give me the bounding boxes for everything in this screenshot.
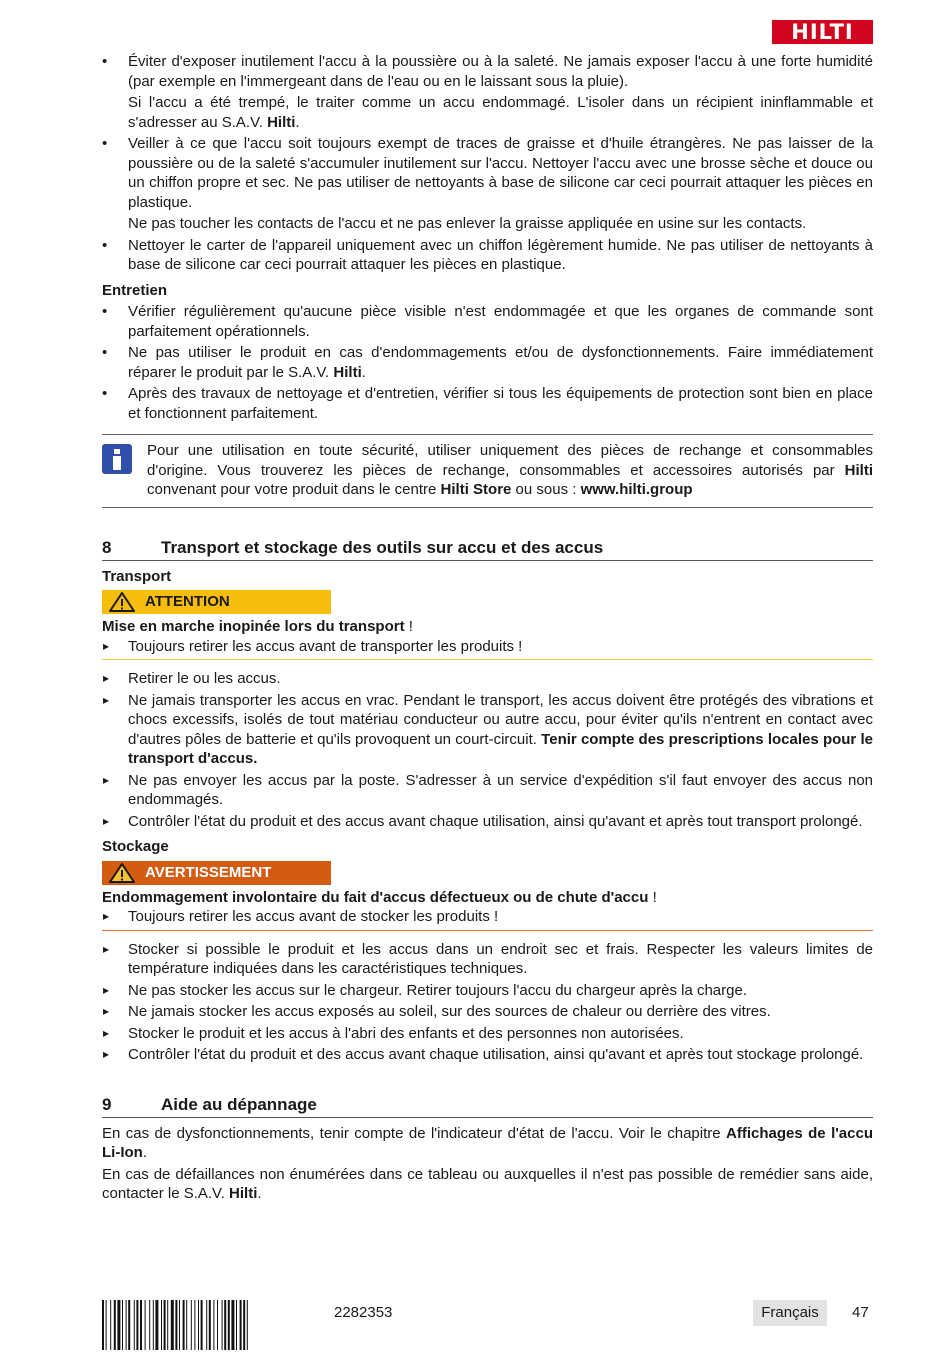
section-title: Transport et stockage des outils sur accu et des accus — [161, 537, 604, 557]
section-heading-9 — [102, 1094, 873, 1118]
list-item: ▸ Ne jamais stocker les accus exposés au soleil, sur des sources de chaleur ou derrière des vitres. — [102, 1002, 873, 1022]
subheading-transport: Transport — [102, 567, 172, 585]
list-item: ▸ Ne pas stocker les accus sur le chargeur. Retirer toujours l'accu du chargeur après la charge. — [102, 981, 873, 1001]
attention-label — [102, 590, 331, 614]
attention-label-text: ATTENTION — [145, 593, 230, 611]
warning-measure: ▸ Toujours retirer les accus avant de stocker les produits ! — [102, 907, 873, 931]
section-number: 8 — [102, 537, 112, 557]
list-item: ▸ Stocker si possible le produit et les accus dans un endroit sec et frais. Respecter les valeurs limites de température indiquées dans les caractéristiques techniques. — [102, 940, 873, 979]
paragraph: En cas de dysfonctionnements, tenir compte de l'indicateur d'état de l'accu. Voir le chapitre Affichages de l'accu Li-Ion. — [102, 1124, 873, 1161]
info-note — [102, 434, 873, 508]
list-item: ▸ Ne jamais transporter les accus en vrac. Pendant le transport, les accus doivent être protégés des vibrations et chocs excessifs, isolés de tout matériau conducteur ou autre accu, pour éviter qu'ils n'entrent en contact avec d'autres pôles de batterie et qu'ils provoquent un court-circuit. Tenir compte des prescriptions locales pour le transport d'accus. — [102, 691, 873, 769]
bullet-continuation: Si l'accu a été trempé, le traiter comme un accu endommagé. L'isoler dans un récipient ininflammable et s'adresser au S.A.V. Hilti. — [128, 94, 873, 131]
page-number: 47 — [852, 1304, 869, 1321]
bullet-item: • Veiller à ce que l'accu soit toujours exempt de traces de graisse et d'huile étrangères. Ne pas laisser de la poussière ou de la saleté s'accumuler inutilement sur l'accu. Nettoyer l'accu avec une brosse sèche et douce ou un chiffon propre et sec. Ne pas utiliser de nettoyants à base de silicone car ceci pourrait attaquer les pièces en plastique. — [102, 134, 873, 212]
list-item: ▸ Ne pas envoyer les accus par la poste. S'adresser à un service d'expédition s'il faut envoyer des accus non endommagés. — [102, 771, 873, 810]
page-footer — [102, 1300, 873, 1350]
bullet-item: • Ne pas utiliser le produit en cas d'endommagements et/ou de dysfonctionnements. Faire immédiatement réparer le produit par le S.A.V. Hilti. — [102, 343, 873, 382]
bullet-continuation: Ne pas toucher les contacts de l'accu et ne pas enlever la graisse appliquée en usine sur les contacts. — [128, 215, 807, 232]
list-item: ▸ Stocker le produit et les accus à l'abri des enfants et des personnes non autorisées. — [102, 1024, 873, 1044]
warning-triangle-icon — [107, 861, 137, 885]
bullet-item: • Vérifier régulièrement qu'aucune pièce visible n'est endommagée et que les organes de commande sont parfaitement opérationnels. — [102, 302, 873, 341]
bullet-item: • Éviter d'exposer inutilement l'accu à la poussière ou à la saleté. Ne jamais exposer l'accu à une forte humidité (par exemple en l'immergeant dans de l'eau ou en le laissant sous la pluie). — [102, 52, 873, 91]
barcode-icon — [102, 1300, 312, 1350]
warning-title: Endommagement involontaire du fait d'accus défectueux ou de chute d'accu ! — [102, 888, 657, 906]
warning-title: Mise en marche inopinée lors du transport ! — [102, 618, 413, 635]
section-number: 9 — [102, 1094, 112, 1114]
document-number: 2282353 — [334, 1304, 393, 1321]
avertissement-label — [102, 861, 331, 885]
page-content — [102, 52, 873, 1206]
bullet-item: • Après des travaux de nettoyage et d'entretien, vérifier si tous les équipements de protection sont bien en place et fonctionnent parfaitement. — [102, 384, 873, 423]
paragraph: En cas de défaillances non énumérées dans ce tableau ou auxquelles il n'est pas possible de remédier sans aide, contacter le S.A.V. Hilti. — [102, 1165, 873, 1202]
bullet-item: • Nettoyer le carter de l'appareil uniquement avec un chiffon légèrement humide. Ne pas utiliser de nettoyants à base de silicone car ceci pourrait attaquer les pièces en plastique. — [102, 236, 873, 275]
list-item: ▸ Contrôler l'état du produit et des accus avant chaque utilisation, ainsi qu'avant et après tout transport prolongé. — [102, 812, 873, 832]
info-note-text: Pour une utilisation en toute sécurité, utiliser uniquement des pièces de rechange et consommables d'origine. Vous trouverez les pièces de rechange, consommables et accessoires autorisés par Hilti convenant pour votre produit dans le centre Hilti Store ou sous : www.hilti.group — [147, 442, 873, 498]
info-icon — [102, 444, 132, 474]
warning-triangle-icon — [107, 590, 137, 614]
list-item: ▸ Contrôler l'état du produit et des accus avant chaque utilisation, ainsi qu'avant et après tout stockage prolongé. — [102, 1045, 873, 1065]
section-heading-8 — [102, 537, 873, 561]
language-badge: Français — [753, 1300, 827, 1326]
warning-measure: ▸ Toujours retirer les accus avant de transporter les produits ! — [102, 637, 873, 661]
hilti-logo: HILTI — [772, 20, 873, 44]
avertissement-label-text: AVERTISSEMENT — [145, 863, 272, 881]
subheading-entretien: Entretien — [102, 281, 168, 299]
list-item: ▸ Retirer le ou les accus. — [102, 669, 873, 689]
section-title: Aide au dépannage — [161, 1094, 317, 1114]
subheading-stockage: Stockage — [102, 838, 169, 855]
